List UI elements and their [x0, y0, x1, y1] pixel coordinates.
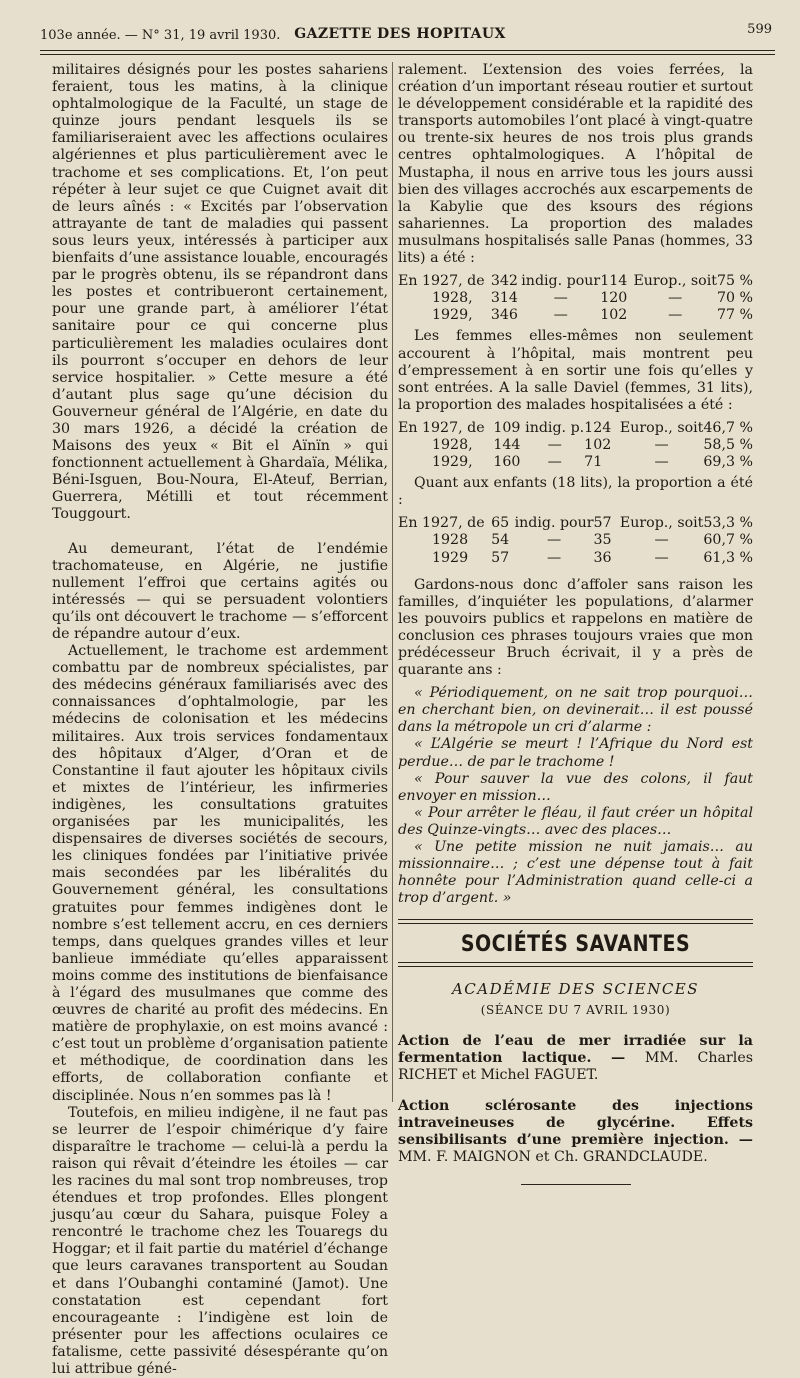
section-title: SOCIÉTÉS SAVANTES [460, 931, 691, 957]
end-rule [521, 1184, 631, 1185]
paragraph: Toutefois, en milieu indigène, il ne faut pas se leurrer de l’espoir chimérique d’y faire disparaître le trachome — celui-là a perdu la raison qui rêvait d’éteindre les étoiles — car les racines du mal sont trop nombreuses, trop étendues et trop profondes. Elles plongent jusqu’au cœur du Sahara, puisque Foley a rencontré le trachome chez les Touaregs du Hoggar; et il fait partie du matériel d’échange que leurs caravanes transportent au Soudan et dans l’Oubanghi contaminé (Jamot). Une constatation est cependant fort encourageante : l’indigène est loin de présenter pour les affections oculaires ce fatalisme, cette passivité désespérante qu’on lui attribue géné- [52, 1104, 388, 1378]
header-rule-thin [40, 54, 775, 55]
paragraph: militaires désignés pour les postes sahariens feraient, tous les matins, à la clinique ophtalmologique de la Faculté, un stage de quinze jours pendant lesquels ils se familiariseraient avec les affections oculaires algériennes et plus particulièrement avec le trachome et ses complications. Et, l’on peut répéter à leur sujet ce que Cuignet avait dit de leurs aînés : « Excités par l’observation attrayante de tant de maladies qui passent sous leurs yeux, intéressés à participer aux bienfaits d’une assistance louable, encouragés par le progrès obtenu, ils se répandront dans les postes et contribueront certainement, pour une grande part, à améliorer l’état sanitaire pour ce qui concerne plus particulièrement les maladies oculaires dont ils pourront s’occuper en dehors de leur service hospitalier. » Cette mesure a été d’autant plus sage qu’une décision du Gouverneur général de l’Algérie, en date du 30 mars 1926, a décidé la création de Maisons des yeux « Bit el Aïnïn » qui fonctionnent actuellement à Ghardaïa, Mélika, Béni-Isguen, Bou-Noura, El-Ateuf, Berrian, Guerrera, Métilli et tout récemment Touggourt. [52, 62, 388, 523]
table-row: 1929 57 — 36 — 61,3 % [432, 549, 753, 566]
page-number: 599 [747, 22, 772, 37]
section-rule [398, 919, 753, 920]
right-column [398, 62, 753, 1185]
academy-title: ACADÉMIE DES SCIENCES [451, 979, 700, 998]
quote-line: « L’Algérie se meurt ! l’Afrique du Nord est perdue… de par le trachome ! [398, 736, 753, 770]
bruch-quote [398, 685, 753, 907]
table-row: 1929, 160 — 71 — 69,3 % [432, 454, 753, 471]
paragraph: Actuellement, le trachome est ardemment combattu par de nombreux spécialistes, par des médecins généraux familiarisés avec des connaissances d’ophtalmologie, par les médecins de colonisation et les médecins militaires. Aux trois services fondamentaux des hôpitaux d’Alger, d’Oran et de Constantine il faut ajouter les hôpitaux civils et mixtes de l’intérieur, les infirmeries indigènes, les consultations gratuites organisées par les municipalités, les dispensaires de diverses sociétés de secours, les cliniques fondées par l’initiative privée mais secondées par les libéralités du Gouvernement général, les consultations gratuites pour femmes indigènes dont le nombre s’est tellement accru, en ces derniers temps, dans quelques grandes villes et leur banlieue immédiate qu’elles apparaissent moins comme des institutions de bienfaisance à l’égard des musulmanes que comme des œuvres de charité au profit des médecins. En matière de prophylaxie, on est moins avancé : c’est tout un problème d’organisation patiente et méthodique, de coordination dans les efforts, de collaboration confiante et disciplinée. Nous n’en sommes pas là ! [52, 643, 388, 1104]
left-column [52, 62, 388, 1378]
table-row: 1928 54 — 35 — 60,7 % [432, 532, 753, 549]
men-stats-table [398, 273, 753, 324]
issue-info: 103e année. — N° 31, 19 avril 1930. [40, 28, 281, 43]
paragraph: Au demeurant, l’état de l’endémie trachomateuse, en Algérie, ne justifie nullement l’effroi que certains agités ou intéressés — qui se persuadent volontiers qu’ils ont découvert le trachome — s’efforcent de répandre autour d’eux. [52, 540, 388, 642]
header-rule [40, 50, 775, 51]
column-divider [392, 62, 393, 1102]
journal-title: GAZETTE DES HOPITAUX [294, 26, 506, 42]
quote-line: « Périodiquement, on ne sait trop pourquoi… en cherchant bien, on devinerait… il est poussé dans la métropole un cri d’alarme : [398, 685, 753, 736]
communication-item: Action sclérosante des injections intraveineuses de glycérine. Effets sensibilisants d’une première injection. — MM. F. MAIGNON et Ch. GRANDCLAUDE. [398, 1097, 753, 1166]
paragraph: ralement. L’extension des voies ferrées, la création d’un important réseau routier et surtout le développement considérable et la rapidité des transports automobiles l’ont placé à vingt-quatre ou trente-six heures de nos trois plus grands centres ophtalmologiques. A l’hôpital de Mustapha, il nous en arrive tous les jours aussi bien des villages accrochés aux escarpements de la Kabylie que des ksours des régions sahariennes. La proportion des malades musulmans hospitalisés salle Panas (hommes, 33 lits) a été : [398, 62, 753, 267]
table-row: En 1927, de 65 indig. pour 57 Europ., soit 53,3 % [398, 515, 753, 532]
quote-line: « Pour sauver la vue des colons, il faut envoyer en mission… [398, 770, 753, 804]
table-row: En 1927, de 342 indig. pour 114 Europ., soit 75 % [398, 273, 753, 290]
paragraph: Les femmes elles-mêmes non seulement accourent à l’hôpital, mais montrent peu d’empressement à en sortir une fois qu’elles y sont entrées. A la salle Daviel (femmes, 31 lits), la proportion des malades hospitalisées a été : [398, 328, 753, 413]
communication-item: Action de l’eau de mer irradiée sur la fermentation lactique. — MM. Charles RICHET et Michel FAGUET. [398, 1032, 754, 1083]
quote-line: « Une petite mission ne nuit jamais… au missionnaire… ; c’est une dépense tout à fait honnête pour l’Administration quand celle-ci a trop d’argent. » [398, 839, 753, 907]
table-row: 1928, 314 — 120 — 70 % [432, 290, 753, 307]
children-stats-table [398, 515, 753, 566]
table-row: En 1927, de 109 indig. p. 124 Europ., soit 46,7 % [398, 419, 753, 436]
session-date: (SÉANCE DU 7 AVRIL 1930) [480, 1002, 671, 1017]
women-stats-table [398, 420, 753, 471]
section-rule-thin [398, 923, 753, 924]
quote-line: « Pour arrêter le fléau, il faut créer un hôpital des Quinze-vingts… avec des places… [398, 804, 753, 838]
section-rule [398, 962, 753, 963]
paragraph: Quant aux enfants (18 lits), la proportion a été : [398, 475, 753, 509]
section-rule-thin [398, 966, 753, 967]
table-row: 1928, 144 — 102 — 58,5 % [432, 436, 753, 453]
paragraph: Gardons-nous donc d’affoler sans raison les familles, d’inquiéter les populations, d’alarmer les pouvoirs publics et rappelons en matière de conclusion ces phrases toujours vraies que mon prédécesseur Bruch écrivait, il y a près de quarante ans : [398, 576, 753, 679]
table-row: 1929, 346 — 102 — 77 % [432, 307, 753, 324]
